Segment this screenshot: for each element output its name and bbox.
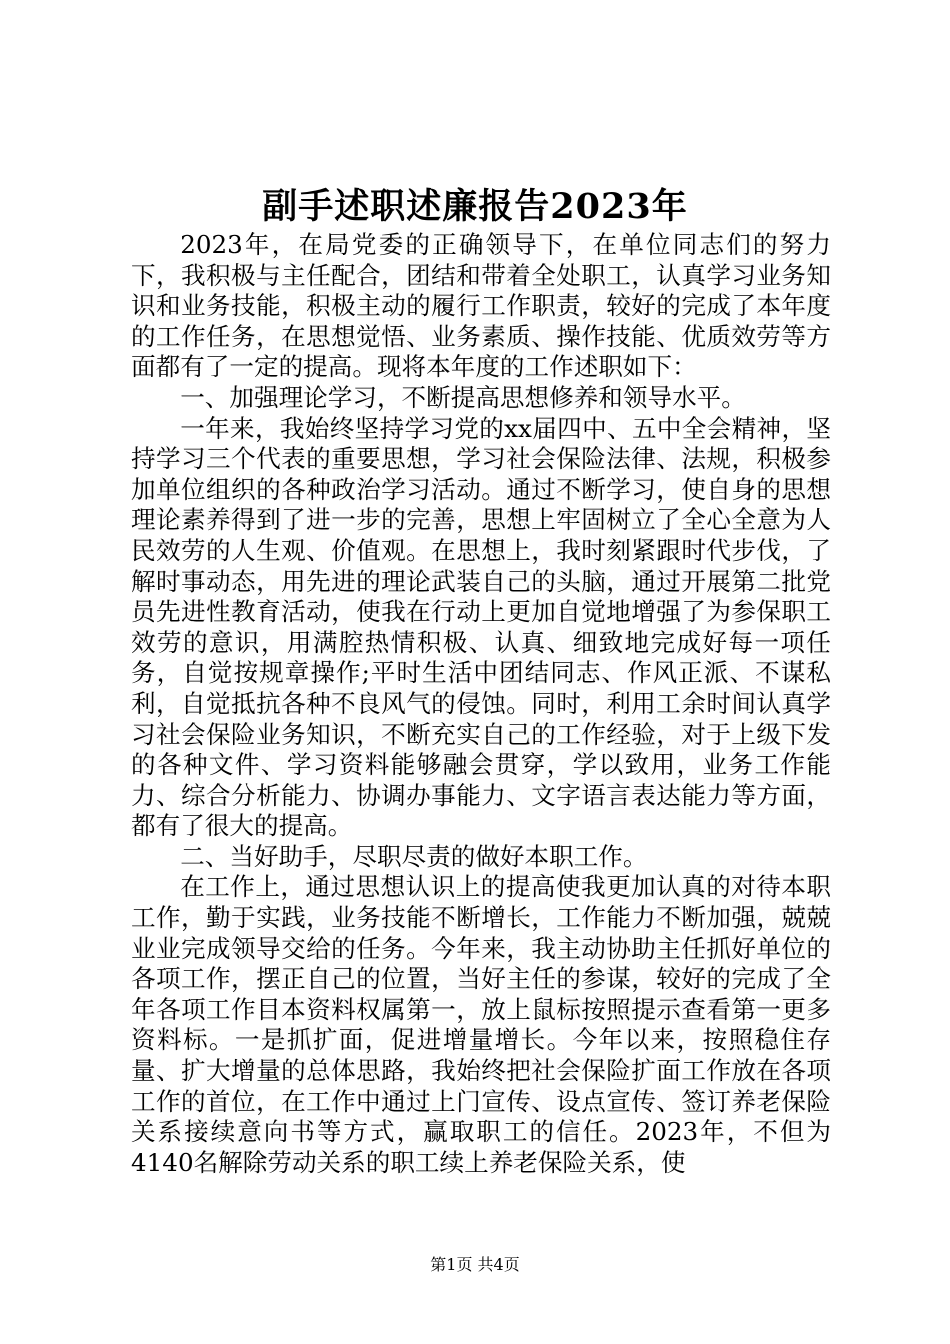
document-body	[131, 230, 831, 1178]
section-heading-2: 二、当好助手，尽职尽责的做好本职工作。	[180, 841, 648, 871]
page-number-footer: 第1页 共4页	[430, 1255, 520, 1274]
section-heading-1: 一、加强理论学习，不断提高思想修养和领导水平。	[180, 382, 746, 412]
document-title: 副手述职述廉报告2023年	[262, 186, 688, 227]
paragraph-intro: 2023年，在局党委的正确领导下，在单位同志们的努力下，我积极与主任配合，团结和带着全处职工，认真学习业务知识和业务技能，积极主动的履行工作职责，较好的完成了本年度的工作任务，在思想觉悟、业务素质、操作技能、优质效劳等方面都有了一定的提高。现将本年度的工作述职如下：	[131, 230, 831, 382]
paragraph-theory-study: 一年来，我始终坚持学习党的xx届四中、五中全会精神，坚持学习三个代表的重要思想，学习社会保险法律、法规，积极参加单位组织的各种政治学习活动。通过不断学习，使自身的思想理论素养得到了进一步的完善，思想上牢固树立了全心全意为人民效劳的人生观、价值观。在思想上，我时刻紧跟时代步伐，了解时事动态，用先进的理论武装自己的头脑，通过开展第二批党员先进性教育活动，使我在行动上更加自觉地增强了为参保职工效劳的意识，用满腔热情积极、认真、细致地完成好每一项任务，自觉按规章操作;平时生活中团结同志、作风正派、不谋私利，自觉抵抗各种不良风气的侵蚀。同时，利用工余时间认真学习社会保险业务知识，不断充实自己的工作经验，对于上级下发的各种文件、学习资料能够融会贯穿，学以致用，业务工作能力、综合分析能力、协调办事能力、文字语言表达能力等方面，都有了很大的提高。	[131, 413, 831, 841]
paragraph-duties: 在工作上，通过思想认识上的提高使我更加认真的对待本职工作，勤于实践，业务技能不断增长，工作能力不断加强，兢兢业业完成领导交给的任务。今年来，我主动协助主任抓好单位的各项工作，摆正自己的位置，当好主任的参谋，较好的完成了全年各项工作目本资料权属第一，放上鼠标按照提示查看第一更多资料标。一是抓扩面，促进增量增长。今年以来，按照稳住存量、扩大增量的总体思路，我始终把社会保险扩面工作放在各项工作的首位，在工作中通过上门宣传、设点宣传、签订养老保险关系接续意向书等方式，赢取职工的信任。2023年，不但为4140名解除劳动关系的职工续上养老保险关系，使	[131, 872, 831, 1177]
